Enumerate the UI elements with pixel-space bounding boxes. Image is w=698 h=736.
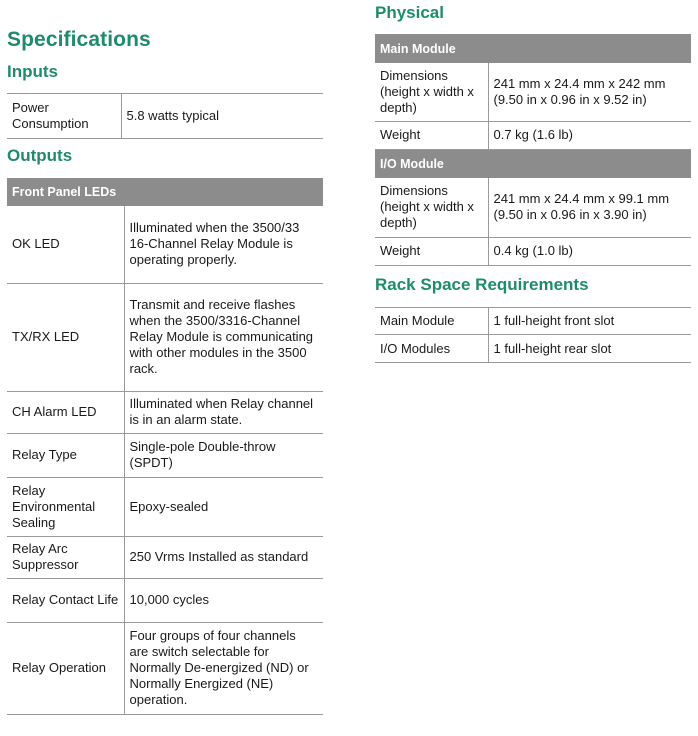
row-label: Relay Environmental Sealing (7, 477, 124, 536)
table-row (375, 63, 691, 121)
table-row (375, 121, 691, 149)
row-value: 5.8 watts typical (121, 94, 323, 139)
inputs-title: Inputs (7, 62, 58, 81)
table-row (7, 477, 323, 536)
row-value: Four groups of four channels are switch selectable for Normally De-energized (ND) or Normally Energized (NE) operation. (124, 622, 323, 714)
table-row (7, 622, 323, 714)
table-header-row (375, 149, 691, 178)
main-module-header: Main Module (375, 34, 691, 63)
io-module-header: I/O Module (375, 149, 691, 178)
outputs-table (7, 178, 323, 715)
row-label: Power Consumption (7, 94, 121, 139)
table-header-row (375, 34, 691, 63)
row-label: Relay Contact Life (7, 578, 124, 622)
row-value: 1 full-height front slot (488, 308, 691, 335)
row-label: TX/RX LED (7, 283, 124, 391)
rack-space-table (375, 307, 691, 363)
table-row (7, 94, 323, 139)
row-value: 10,000 cycles (124, 578, 323, 622)
table-row (375, 178, 691, 237)
row-label: Relay Arc Suppressor (7, 536, 124, 578)
row-label: I/O Modules (375, 335, 488, 363)
row-label: Relay Operation (7, 622, 124, 714)
physical-title: Physical (375, 3, 444, 22)
table-row (7, 283, 323, 391)
row-value: Transmit and receive flashes when the 3500/3316-Channel Relay Module is communicating with other modules in the 3500 rack. (124, 283, 323, 391)
row-value: Illuminated when Relay channel is in an alarm state. (124, 391, 323, 433)
row-label: Weight (375, 121, 488, 149)
row-value: 0.4 kg (1.0 lb) (488, 237, 691, 265)
row-value: 241 mm x 24.4 mm x 242 mm (9.50 in x 0.96 in x 9.52 in) (488, 63, 691, 121)
table-row (375, 308, 691, 335)
row-value: 0.7 kg (1.6 lb) (488, 121, 691, 149)
row-label: Dimensions (height x width x depth) (375, 178, 488, 237)
row-label: Main Module (375, 308, 488, 335)
row-value: Illuminated when the 3500/33 16-Channel Relay Module is operating properly. (124, 206, 323, 283)
row-value: 241 mm x 24.4 mm x 99.1 mm (9.50 in x 0.96 in x 3.90 in) (488, 178, 691, 237)
row-label: CH Alarm LED (7, 391, 124, 433)
physical-table (375, 34, 691, 266)
table-row (7, 391, 323, 433)
table-row (7, 433, 323, 477)
rack-space-title: Rack Space Requirements (375, 275, 589, 294)
table-row (375, 237, 691, 265)
outputs-title: Outputs (7, 146, 73, 165)
row-value: Single-pole Double-throw (SPDT) (124, 433, 323, 477)
row-label: OK LED (7, 206, 124, 283)
inputs-table (7, 93, 323, 139)
front-panel-leds-header: Front Panel LEDs (7, 178, 323, 206)
table-row (7, 578, 323, 622)
table-header-row (7, 178, 323, 206)
row-value: 1 full-height rear slot (488, 335, 691, 363)
row-label: Relay Type (7, 433, 124, 477)
table-row (7, 536, 323, 578)
row-value: Epoxy-sealed (124, 477, 323, 536)
table-row (7, 206, 323, 283)
specifications-title: Specifications (7, 28, 151, 51)
row-label: Dimensions (height x width x depth) (375, 63, 488, 121)
row-label: Weight (375, 237, 488, 265)
row-value: 250 Vrms Installed as standard (124, 536, 323, 578)
table-row (375, 335, 691, 363)
